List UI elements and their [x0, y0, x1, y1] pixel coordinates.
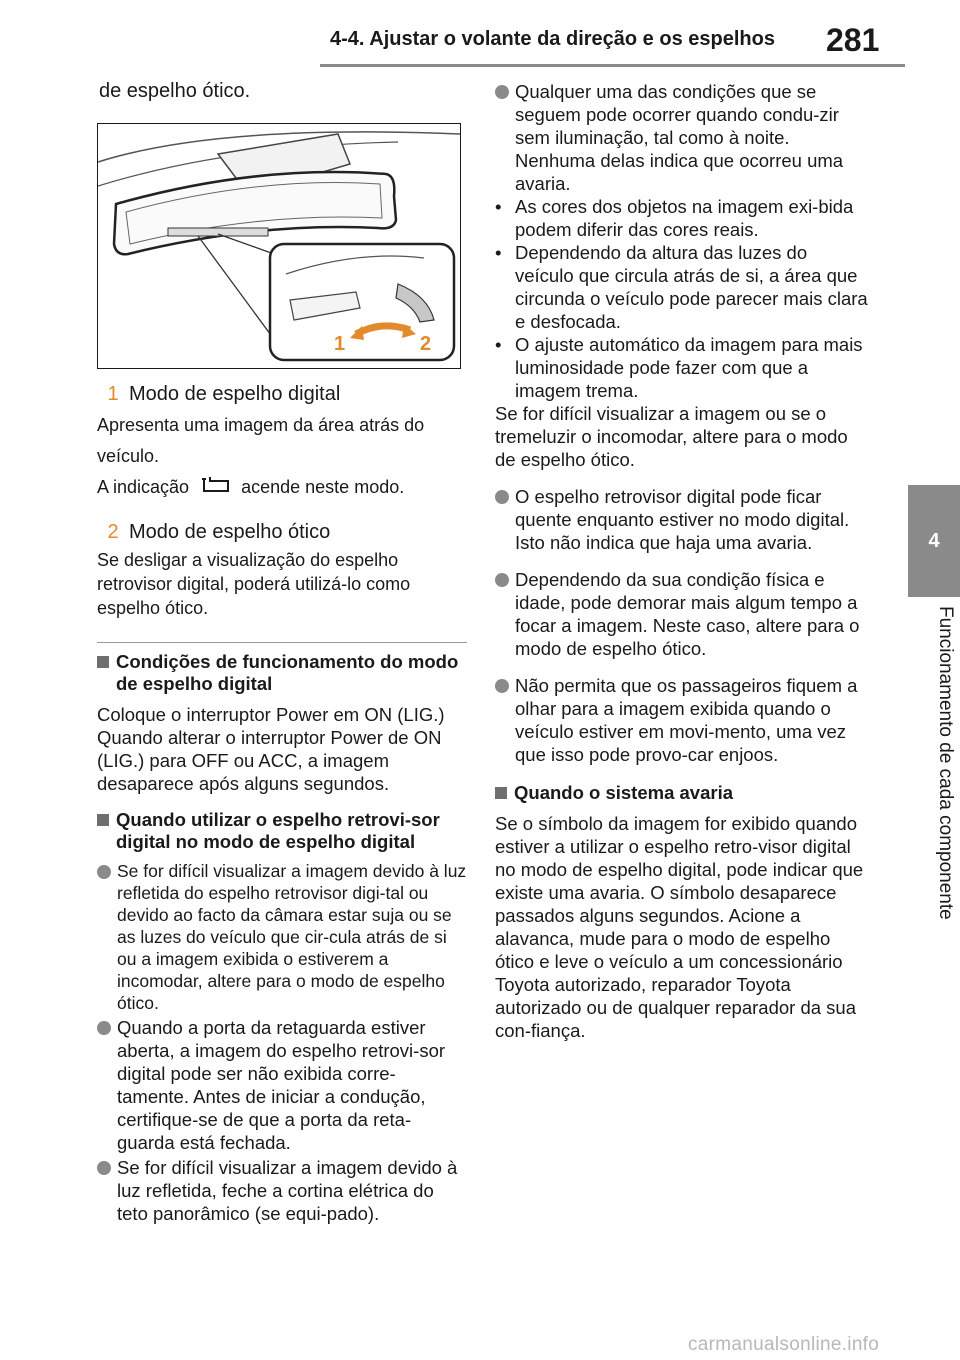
figure-label-2: 2 — [420, 333, 432, 355]
item-number: 2 — [107, 521, 119, 543]
figure-label-1: 1 — [334, 333, 346, 355]
list-item: Qualquer uma das condições que se seguem pode ocorrer quando condu-zir sem iluminação, tal como à noite. Nenhuma delas indica que ocorreu uma avaria. — [495, 80, 870, 195]
circle-bullet-icon — [97, 1021, 111, 1035]
page-number: 281 — [826, 22, 880, 58]
item-desc-indicator: A indicação acende neste modo. — [97, 472, 467, 507]
watermark: carmanualsonline.info — [688, 1334, 880, 1355]
item-digital-mode — [97, 383, 467, 406]
mirror-illustration — [97, 123, 461, 369]
list-item: Não permita que os passageiros fiquem a olhar para a imagem exibida quando o veículo estiver em movi-mento, uma vez que isso pode provo-car enjoos. — [495, 674, 870, 766]
body-text: Se o símbolo da imagem for exibido quando estiver a utilizar o espelho retro-visor digital no modo de espelho digital, pode indicar que existe uma avaria. O símbolo desaparece passados alguns segundos. Acione a alavanca, mude para o modo de espelho ótico e leve o veículo a um concessionário Toyota autorizado, reparador Toyota autorizado ou de qualquer reparador da sua con-fiança. — [495, 813, 864, 1041]
circle-bullet-icon — [495, 85, 509, 99]
item-title: Modo de espelho ótico — [129, 521, 331, 543]
circle-bullet-icon — [495, 490, 509, 504]
dash-item: • As cores dos objetos na imagem exi-bida podem diferir das cores reais. — [495, 196, 854, 240]
circle-bullet-icon — [97, 1161, 111, 1175]
circle-bullet-icon — [495, 573, 509, 587]
header-rule — [320, 64, 905, 67]
chapter-number: 4 — [928, 529, 940, 552]
intro-text: de espelho ótico. — [99, 80, 251, 102]
left-column — [97, 78, 467, 1225]
list-item: Se for difícil visualizar a imagem devido à luz refletida, feche a cortina elétrica do teto panorâmico (se equi-pado). — [97, 1156, 467, 1225]
item-description — [97, 410, 467, 507]
square-bullet-icon — [97, 814, 109, 826]
body-text: Quando alterar o interruptor Power de ON (LIG.) para OFF ou ACC, a imagem desaparece após alguns segundos. — [97, 727, 442, 794]
section-heading: Quando utilizar o espelho retrovi-sor digital no modo de espelho digital — [97, 809, 467, 853]
square-bullet-icon — [495, 787, 507, 799]
section-divider — [97, 642, 467, 643]
item-desc-text: Apresenta uma imagem da área atrás do veículo. — [97, 415, 425, 466]
item-title: Modo de espelho digital — [129, 383, 341, 405]
section-heading: Quando o sistema avaria — [495, 782, 870, 804]
mirror-mode-icon — [198, 475, 232, 507]
item-description: Se desligar a visualização do espelho retrovisor digital, poderá utilizá-lo como espelho ótico. — [97, 550, 411, 618]
section-title: 4-4. Ajustar o volante da direção e os espelhos — [330, 28, 775, 50]
list-item: O espelho retrovisor digital pode ficar quente enquanto estiver no modo digital. Isto não indica que haja uma avaria. — [495, 485, 870, 554]
list-item: Quando a porta da retaguarda estiver aberta, a imagem do espelho retrovi-sor digital pode ser não exibida corre-tamente. Antes de iniciar a condução, certifique-se de que a porta da reta-guarda está fechada. — [97, 1016, 467, 1154]
list-item: Dependendo da sua condição física e idade, pode demorar mais algum tempo a focar a imagem. Neste caso, altere para o modo de espelho ótico. — [495, 568, 870, 660]
right-column — [495, 78, 870, 1042]
section-heading: Condições de funcionamento do modo de espelho digital — [97, 651, 467, 695]
square-bullet-icon — [97, 656, 109, 668]
body-text: Se for difícil visualizar a imagem ou se o tremeluzir o incomodar, altere para o modo de espelho ótico. — [495, 403, 848, 470]
dash-item: • O ajuste automático da imagem para mais luminosidade pode fazer com que a imagem trema. — [495, 334, 863, 401]
chapter-tab — [908, 485, 960, 597]
item-optical-mode — [97, 521, 467, 544]
circle-bullet-icon — [97, 865, 111, 879]
item-number: 1 — [107, 383, 119, 405]
circle-bullet-icon — [495, 679, 509, 693]
body-text: Coloque o interruptor Power em ON (LIG.) — [97, 704, 445, 725]
page-header — [0, 0, 960, 70]
chapter-title: Funcionamento de cada componente — [935, 606, 956, 920]
list-item: Se for difícil visualizar a imagem devido à luz refletida do espelho retrovisor digi-tal ou devido ao facto da câmara estar suja ou se as luzes do veículo que cir-cula atrás de si ou a imagem exibida o estiverem a incomodar, altere para o modo de espelho ótico. — [97, 860, 467, 1014]
dash-item: • Dependendo da altura das luzes do veículo que circula atrás de si, a área que circunda o veículo pode parecer mais clara e desfocada. — [495, 242, 868, 332]
